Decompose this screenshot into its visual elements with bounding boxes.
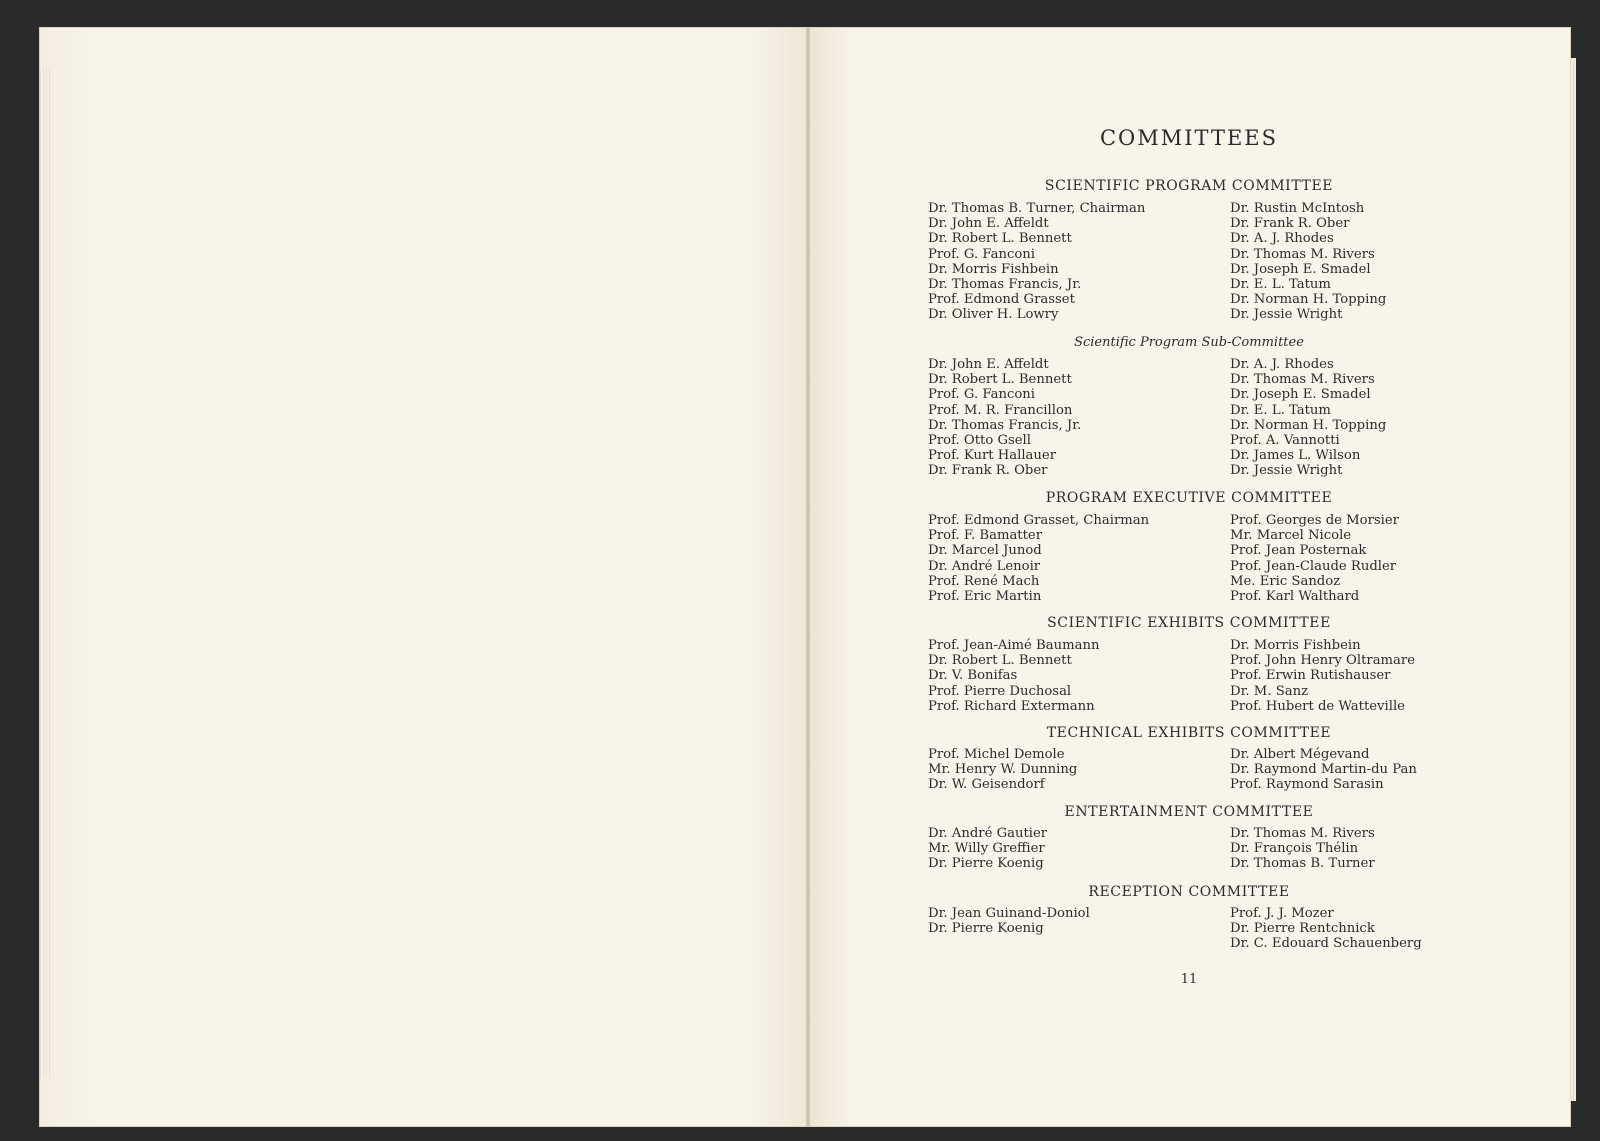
committee-member: Dr. Marcel Junod <box>928 543 1042 559</box>
committee-member: Dr. Pierre Koenig <box>928 856 1044 872</box>
member-list-right <box>1230 906 1422 952</box>
committee-member: Dr. Norman H. Topping <box>1230 417 1387 433</box>
book-spread <box>40 28 1570 1126</box>
committee-member: Dr. Jessie Wright <box>1230 463 1343 479</box>
committee-member: Dr. André Lenoir <box>928 558 1041 574</box>
committee-member: Dr. François Thélin <box>1230 841 1359 857</box>
section-heading-entertainment: ENTERTAINMENT COMMITTEE <box>1064 804 1314 820</box>
committee-member: Dr. Robert L. Bennett <box>928 372 1072 388</box>
member-list-left <box>928 638 1099 714</box>
committee-member: Prof. Otto Gsell <box>928 433 1031 449</box>
section-heading-reception: RECEPTION COMMITTEE <box>1088 884 1290 900</box>
committee-member: Dr. E. L. Tatum <box>1230 277 1331 293</box>
committee-member: Dr. Joseph E. Smadel <box>1230 261 1371 277</box>
committee-member: Dr. Thomas Francis, Jr. <box>928 417 1082 433</box>
committee-member: Dr. Albert Mégevand <box>1230 747 1370 762</box>
member-list-right <box>1230 201 1386 323</box>
committee-member: Prof. Georges de Morsier <box>1230 513 1399 528</box>
committee-member: Prof. Hubert de Watteville <box>1230 698 1405 714</box>
committee-member: Prof. Erwin Rutishauser <box>1230 668 1391 684</box>
section-heading-program-executive: PROGRAM EXECUTIVE COMMITTEE <box>1045 490 1333 506</box>
section-heading-sub-committee: Scientific Program Sub-Committee <box>1074 335 1304 350</box>
committee-member: Prof. Raymond Sarasin <box>1230 777 1384 793</box>
committee-member: Dr. Frank R. Ober <box>928 463 1048 479</box>
committee-member: Dr. James L. Wilson <box>1230 448 1361 464</box>
committee-member: Dr. Morris Fishbein <box>1230 638 1361 653</box>
committee-member: Prof. M. R. Francillon <box>928 402 1073 418</box>
left-page <box>40 28 808 1126</box>
committee-member: Prof. Jean-Claude Rudler <box>1230 558 1397 574</box>
committee-member: Dr. Norman H. Topping <box>1230 292 1387 308</box>
committee-member: Prof. Eric Martin <box>928 589 1042 605</box>
committee-member: Dr. Oliver H. Lowry <box>928 307 1059 323</box>
committee-member: Dr. A. J. Rhodes <box>1230 231 1334 247</box>
committee-member: Me. Eric Sandoz <box>1230 573 1341 589</box>
page-number: 11 <box>1180 972 1198 987</box>
committee-member: Prof. Richard Extermann <box>928 698 1095 714</box>
committee-member: Dr. Jessie Wright <box>1230 307 1343 323</box>
committee-member: Mr. Marcel Nicole <box>1230 528 1352 544</box>
member-list-left <box>928 747 1077 793</box>
committee-member: Prof. Kurt Hallauer <box>928 448 1057 464</box>
committee-member: Dr. Thomas Francis, Jr. <box>928 277 1082 293</box>
committee-member: Dr. Jean Guinand-Doniol <box>928 906 1090 921</box>
committee-member: Dr. Thomas M. Rivers <box>1230 826 1375 841</box>
committee-member: Dr. Joseph E. Smadel <box>1230 387 1371 403</box>
committee-member: Prof. Edmond Grasset <box>928 292 1075 308</box>
member-list-left <box>928 906 1090 936</box>
committee-member: Dr. M. Sanz <box>1230 683 1309 699</box>
committee-member: Dr. W. Geisendorf <box>928 777 1045 793</box>
committee-member: Dr. Raymond Martin-du Pan <box>1230 762 1417 778</box>
committee-member: Prof. A. Vannotti <box>1230 433 1340 449</box>
member-list-right <box>1230 513 1399 604</box>
committee-member: Prof. J. J. Mozer <box>1230 906 1334 921</box>
member-list-left <box>928 201 1145 323</box>
section-heading-technical-exhibits: TECHNICAL EXHIBITS COMMITTEE <box>1046 725 1332 741</box>
member-list-right <box>1230 826 1375 872</box>
committee-member: Dr. Pierre Koenig <box>928 921 1044 937</box>
right-page <box>808 28 1570 1126</box>
section-heading-scientific-program: SCIENTIFIC PROGRAM COMMITTEE <box>1044 178 1334 194</box>
member-list-left <box>928 826 1047 872</box>
committee-member: Dr. Robert L. Bennett <box>928 653 1072 669</box>
committee-member: Prof. René Mach <box>928 573 1040 589</box>
committee-member: Prof. G. Fanconi <box>928 387 1036 403</box>
committee-member: Mr. Willy Greffier <box>928 841 1045 857</box>
committee-member: Dr. John E. Affeldt <box>928 216 1049 232</box>
committee-member: Dr. V. Bonifas <box>928 668 1018 684</box>
committee-member: Dr. Thomas B. Turner, Chairman <box>928 201 1146 216</box>
page-title: COMMITTEES <box>1099 126 1279 150</box>
committee-member: Dr. E. L. Tatum <box>1230 402 1331 418</box>
member-list-right <box>1230 357 1386 479</box>
committee-member: Prof. Karl Walthard <box>1230 589 1360 605</box>
committee-member: Dr. Thomas M. Rivers <box>1230 246 1375 262</box>
committee-member: Dr. Frank R. Ober <box>1230 216 1350 232</box>
committee-member: Dr. Morris Fishbein <box>928 261 1059 277</box>
committee-member: Prof. Edmond Grasset, Chairman <box>928 513 1150 528</box>
committee-member: Dr. Robert L. Bennett <box>928 231 1072 247</box>
committee-member: Prof. G. Fanconi <box>928 246 1036 262</box>
committee-member: Prof. Pierre Duchosal <box>928 683 1072 699</box>
committee-member: Dr. Rustin McIntosh <box>1230 201 1365 216</box>
member-list-left <box>928 513 1149 604</box>
book-gutter <box>806 28 810 1126</box>
committee-member: Mr. Henry W. Dunning <box>928 762 1078 778</box>
committee-member: Prof. Michel Demole <box>928 747 1065 762</box>
committee-member: Dr. André Gautier <box>928 826 1048 841</box>
committee-member: Dr. Pierre Rentchnick <box>1230 921 1375 937</box>
committee-member: Dr. Thomas M. Rivers <box>1230 372 1375 388</box>
member-list-left <box>928 357 1081 479</box>
member-list-right <box>1230 747 1417 793</box>
committee-member: Dr. A. J. Rhodes <box>1230 357 1334 372</box>
committee-member: Prof. F. Bamatter <box>928 528 1043 544</box>
committee-member: Dr. Thomas B. Turner <box>1230 856 1375 872</box>
committee-member: Prof. Jean Posternak <box>1230 543 1367 559</box>
committee-member: Prof. John Henry Oltramare <box>1230 653 1416 669</box>
committees-page <box>808 28 1570 1126</box>
section-heading-scientific-exhibits: SCIENTIFIC EXHIBITS COMMITTEE <box>1047 615 1331 631</box>
committee-member: Dr. C. Edouard Schauenberg <box>1230 936 1422 952</box>
member-list-right <box>1230 638 1415 714</box>
committee-member: Dr. John E. Affeldt <box>928 357 1049 372</box>
committee-member: Prof. Jean-Aimé Baumann <box>928 638 1100 653</box>
